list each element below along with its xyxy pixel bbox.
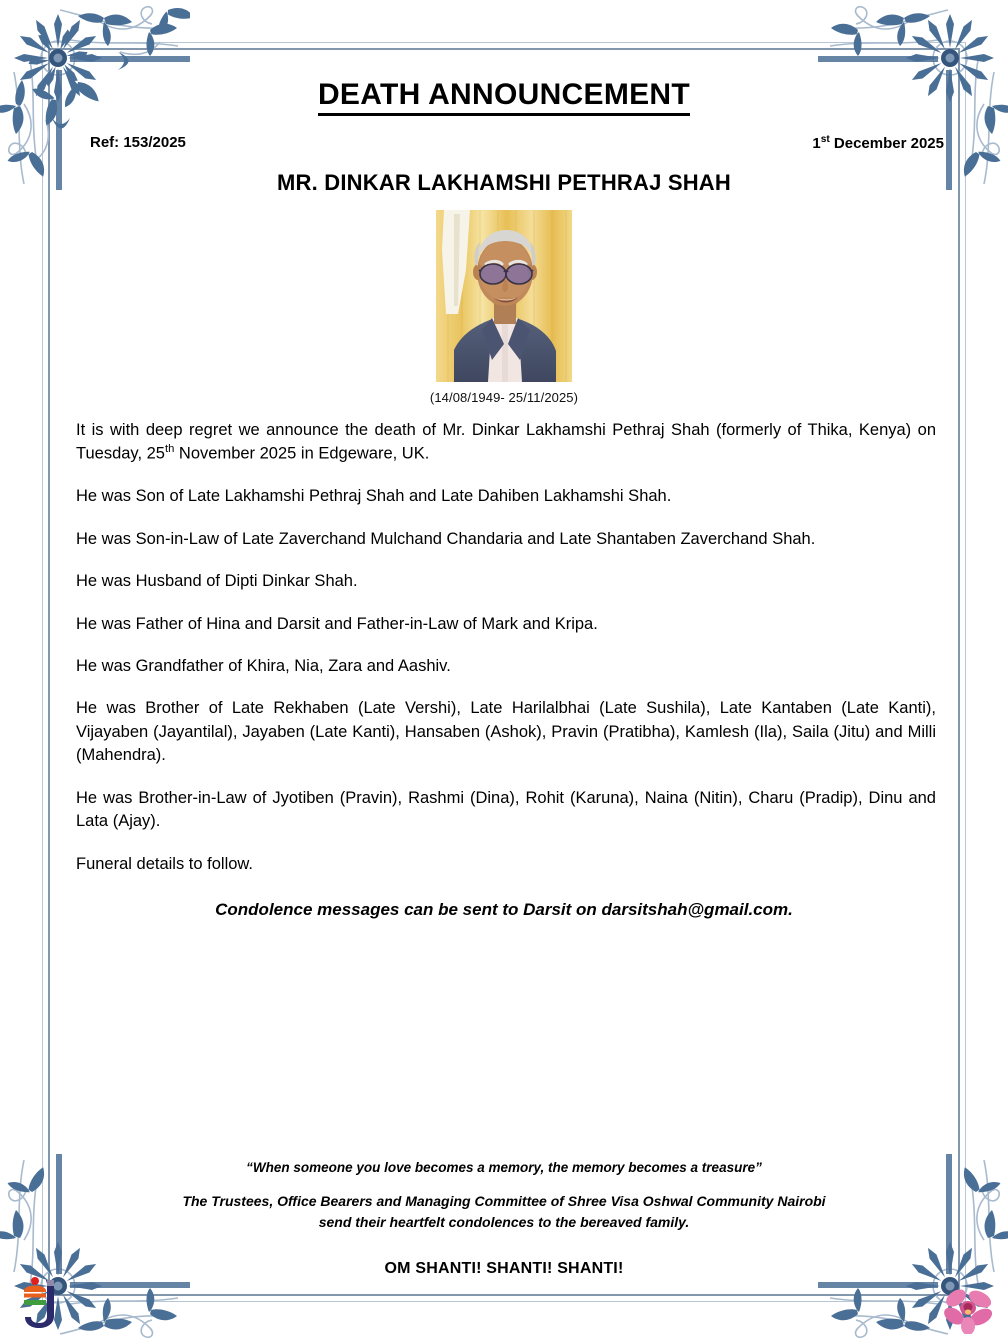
date-ordinal-suffix-inline: th bbox=[164, 443, 175, 456]
relation-paragraph: He was Son of Late Lakhamshi Pethraj Shah and Late Dahiben Lakhamshi Shah. bbox=[76, 487, 672, 506]
relation-paragraph: He was Brother-in-Law of Jyotiben (Pravin), Rashmi (Dina), Rohit (Karuna), Naina (Nitin), Charu (Pradip), Dinu and Lata (Ajay). bbox=[76, 788, 936, 831]
relation-paragraph: He was Father of Hina and Darsit and Father-in-Law of Mark and Kripa. bbox=[76, 614, 598, 633]
trustees-message bbox=[60, 1191, 948, 1232]
reference-number: Ref: 153/2025 bbox=[90, 134, 186, 151]
footer-section bbox=[60, 1160, 948, 1278]
funeral-details-note: Funeral details to follow. bbox=[76, 854, 254, 873]
portrait-photo-container bbox=[436, 210, 572, 382]
om-shanti-line: OM SHANTI! SHANTI! SHANTI! bbox=[384, 1260, 624, 1277]
announcement-lead bbox=[76, 419, 936, 466]
photo-caption-dates: (14/08/1949- 25/11/2025) bbox=[429, 390, 579, 405]
date-day: 1 bbox=[812, 135, 821, 152]
announcement-lead-part1: It is with deep regret we announce the death of Mr. Dinkar Lakhamshi Pethraj Shah (formerly of Thika, Kenya) on Tuesday, 25 bbox=[76, 421, 936, 463]
announcement-body bbox=[60, 419, 948, 876]
memorial-quote: “When someone you love becomes a memory, the memory becomes a treasure” bbox=[246, 1160, 762, 1176]
page-title bbox=[60, 78, 948, 112]
announcement-lead-part2: November 2025 in Edgeware, UK. bbox=[174, 444, 430, 463]
trustees-line-2: send their heartfelt condolences to the bereaved family. bbox=[318, 1213, 690, 1230]
relation-paragraph: He was Brother of Late Rekhaben (Late Vershi), Late Harilalbhai (Late Sushila), Late Kantaben (Late Kanti), Vijayaben (Jayantilal), Jayaben (Late Kanti), Hansaben (Ashok), Pravin (Pratibha), Kamlesh (Ila), Saila (Jitu) and Milli (Mahendra). bbox=[76, 699, 936, 765]
meta-row bbox=[60, 134, 948, 156]
page-title-text: DEATH ANNOUNCEMENT bbox=[318, 78, 690, 116]
oshwal-community-logo bbox=[18, 1274, 62, 1330]
relation-paragraph: He was Son-in-Law of Late Zaverchand Mulchand Chandaria and Late Shantaben Zaverchand Shah. bbox=[76, 529, 816, 548]
deceased-name: MR. DINKAR LAKHAMSHI PETHRAJ SHAH bbox=[277, 170, 731, 195]
announcement-content bbox=[60, 60, 948, 1284]
relation-paragraph: He was Husband of Dipti Dinkar Shah. bbox=[76, 572, 358, 591]
relation-paragraph: He was Grandfather of Khira, Nia, Zara and Aashiv. bbox=[76, 657, 451, 676]
condolence-contact-line: Condolence messages can be sent to Darsit on darsitshah@gmail.com. bbox=[215, 899, 793, 919]
date-month-year: December 2025 bbox=[829, 135, 944, 152]
trustees-line-1: The Trustees, Office Bearers and Managing Committee of Shree Visa Oshwal Community Nairobi bbox=[182, 1193, 826, 1210]
announcement-date bbox=[812, 134, 944, 152]
orchid-flower-decoration bbox=[940, 1282, 996, 1334]
date-ordinal-suffix: st bbox=[820, 134, 830, 145]
portrait-photo bbox=[436, 210, 572, 382]
